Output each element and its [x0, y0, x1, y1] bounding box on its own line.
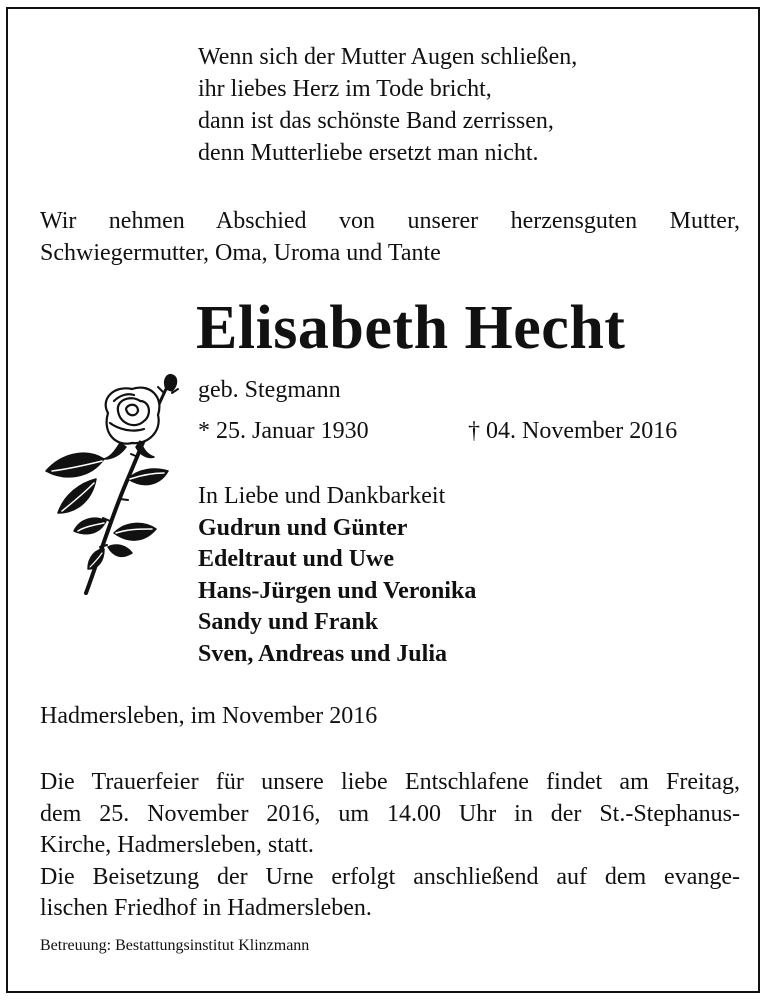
service-line: Die Beisetzung der Urne erfolgt anschließend auf dem evange-	[40, 863, 740, 890]
farewell-line: Wir nehmen Abschied von unserer herzensguten Mutter,	[40, 208, 740, 234]
death-date: † 04. November 2016	[468, 418, 678, 444]
birth-date: * 25. Januar 1930	[198, 418, 369, 444]
mourner-family: Edeltraut und Uwe	[198, 546, 395, 572]
poem	[198, 41, 577, 169]
service-line: dem 25. November 2016, um 14.00 Uhr in der St.-Stephanus-	[40, 800, 740, 827]
poem-line: denn Mutterliebe ersetzt man nicht.	[198, 140, 539, 166]
poem-line: Wenn sich der Mutter Augen schließen,	[198, 44, 578, 70]
poem-line: ihr liebes Herz im Tode bricht,	[198, 76, 492, 102]
service-info	[40, 767, 740, 925]
mourners-intro: In Liebe und Dankbarkeit	[198, 483, 446, 509]
farewell-line: Schwiegermutter, Oma, Uroma und Tante	[40, 240, 441, 266]
poem-line: dann ist das schönste Band zerrissen,	[198, 108, 554, 134]
service-line: Kirche, Hadmersleben, statt.	[40, 832, 314, 858]
obituary-frame	[6, 7, 760, 993]
mourners	[198, 481, 476, 670]
rose-icon	[40, 371, 190, 595]
mourner-family: Sven, Andreas und Julia	[198, 640, 447, 667]
mourner-family: Hans-Jürgen und Veronika	[198, 577, 477, 604]
place-date: Hadmersleben, im November 2016	[40, 703, 378, 729]
service-line: Die Trauerfeier für unsere liebe Entschlafene findet am Freitag,	[40, 769, 740, 795]
service-line: lischen Friedhof in Hadmersleben.	[40, 895, 372, 921]
farewell-intro	[40, 205, 740, 269]
maiden-name: geb. Stegmann	[198, 377, 341, 403]
deceased-name: Elisabeth Hecht	[196, 294, 626, 362]
mourner-family: Gudrun und Günter	[198, 514, 408, 541]
funeral-home-credit: Betreuung: Bestattungsinstitut Klinzmann	[40, 937, 310, 954]
mourner-family: Sandy und Frank	[198, 609, 379, 635]
